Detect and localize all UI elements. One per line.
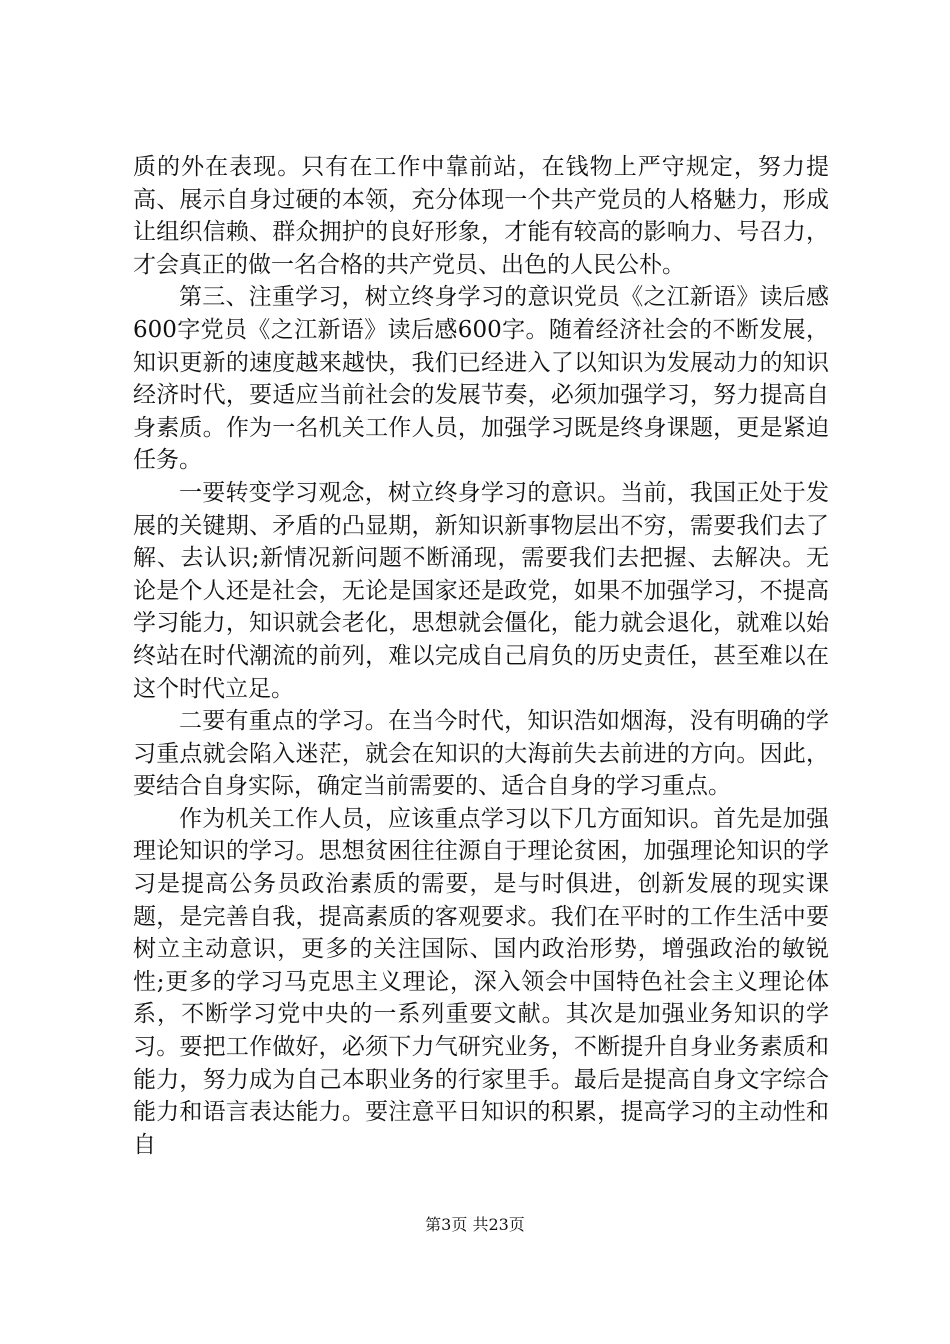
paragraph-key-knowledge: 作为机关工作人员，应该重点学习以下几方面知识。首先是加强理论知识的学习。思想贫困往往源自于理论贫困，加强理论知识的学习是提高公务员政治素质的需要，是与时俱进，创新发展的现实课题，是完善自我，提高素质的客观要求。我们在平时的工作生活中要树立主动意识，更多的关注国际、国内政治形势，增强政治的敏锐性;更多的学习马克思主义理论，深入领会中国特色社会主义理论体系，不断学习党中央的一系列重要文献。其次是加强业务知识的学习。要把工作做好，必须下力气研究业务，不断提升自身业务素质和能力，努力成为自己本职业务的行家里手。最后是提高自身文字综合能力和语言表达能力。要注意平日知识的积累，提高学习的主动性和自	[133, 805, 829, 1158]
paragraph-third-point: 第三、注重学习，树立终身学习的意识党员《之江新语》读后感600字党员《之江新语》读后感600字。随着经济社会的不断发展，知识更新的速度越来越快，我们已经进入了以知识为发展动力的知识经济时代，要适应当前社会的发展节奏，必须加强学习，努力提高自身素质。作为一名机关工作人员，加强学习既是终身课题，更是紧迫任务。	[133, 284, 829, 474]
document-body	[133, 151, 829, 1161]
paragraph-continuation: 质的外在表现。只有在工作中靠前站，在钱物上严守规定，努力提高、展示自身过硬的本领，充分体现一个共产党员的人格魅力，形成让组织信赖、群众拥护的良好形象，才能有较高的影响力、号召力，才会真正的做一名合格的共产党员、出色的人民公朴。	[133, 154, 829, 278]
page-footer: 第3页 共23页	[425, 1215, 525, 1234]
paragraph-focused-learning: 二要有重点的学习。在当今时代，知识浩如烟海，没有明确的学习重点就会陷入迷茫，就会在知识的大海前失去前进的方向。因此，要结合自身实际，确定当前需要的、适合自身的学习重点。	[133, 708, 829, 800]
paragraph-change-learning-concept: 一要转变学习观念，树立终身学习的意识。当前，我国正处于发展的关键期、矛盾的凸显期，新知识新事物层出不穷，需要我们去了解、去认识;新情况新问题不断涌现，需要我们去把握、去解决。无论是个人还是社会，无论是国家还是政党，如果不加强学习，不提高学习能力，知识就会老化，思想就会僵化，能力就会退化，就难以始终站在时代潮流的前列，难以完成自己肩负的历史责任，甚至难以在这个时代立足。	[133, 479, 829, 702]
